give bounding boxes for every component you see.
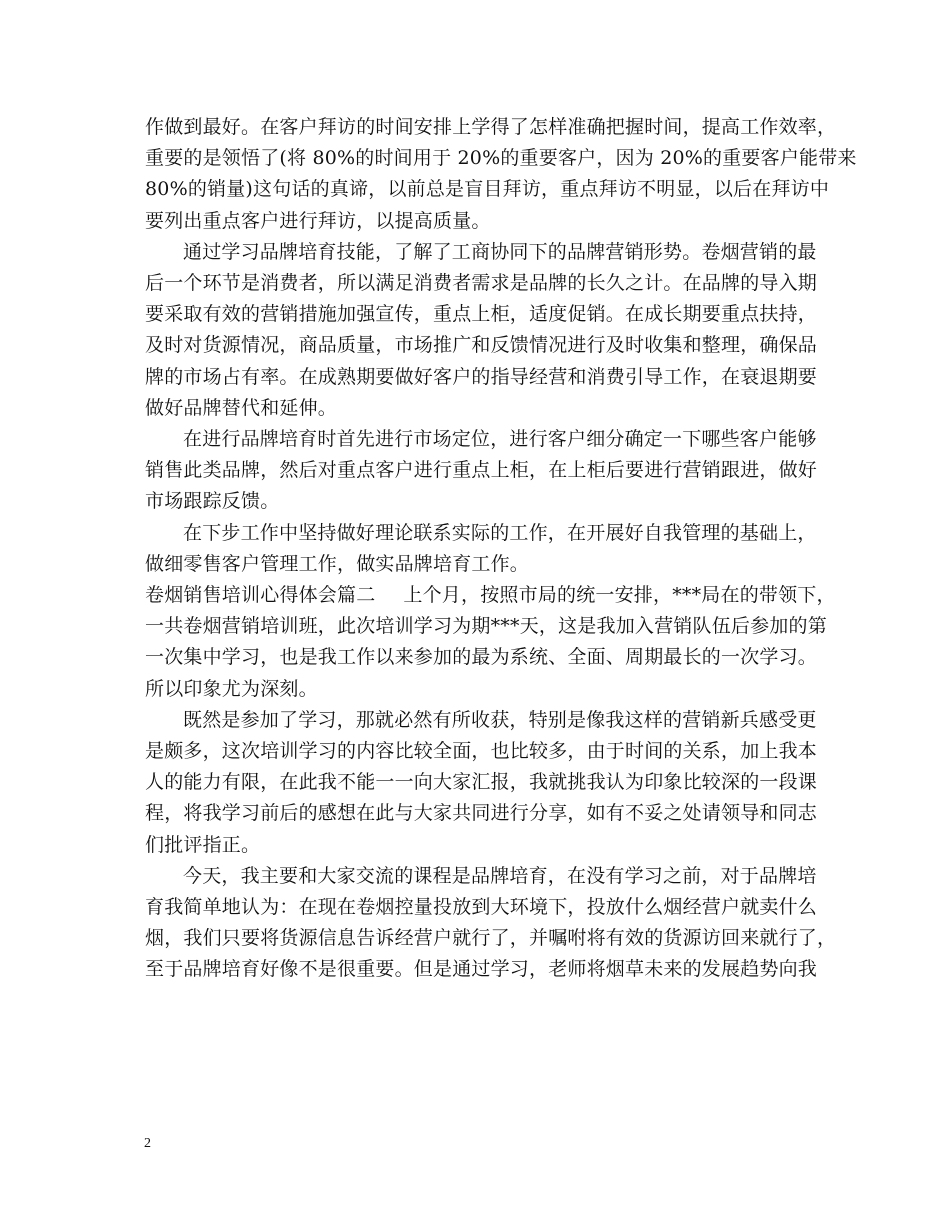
text-line: 牌的市场占有率。在成熟期要做好客户的指导经营和消费引导工作，在衰退期要 xyxy=(145,365,818,388)
text-line: 人的能力有限，在此我不能一一向大家汇报，我就挑我认为印象比较深的一段课 xyxy=(145,771,818,794)
text-line: 及时对货源情况，商品质量，市场推广和反馈情况进行及时收集和整理，确保品 xyxy=(145,334,818,357)
text-line: 一共卷烟营销培训班，此次培训学习为期***天，这是我加入营销队伍后参加的第 xyxy=(145,615,827,638)
text-line: 销售此类品牌，然后对重点客户进行重点上柜，在上柜后要进行营销跟进，做好 xyxy=(145,459,818,482)
paragraph xyxy=(145,424,835,518)
text-line: 烟，我们只要将货源信息告诉经营户就行了，并嘱咐将有效的货源访回来就行了， xyxy=(145,927,837,950)
text-line: 要采取有效的营销措施加强宣传，重点上柜，适度促销。在成长期要重点扶持， xyxy=(145,303,818,326)
document-body xyxy=(145,112,857,986)
section-heading: 卷烟销售培训心得体会篇二 xyxy=(145,584,376,607)
text-line: 在进行品牌培育时首先进行市场定位，进行客户细分确定一下哪些客户能够 xyxy=(183,428,817,451)
text-line: 后一个环节是消费者，所以满足消费者需求是品牌的长久之计。在品牌的导入期 xyxy=(145,272,818,295)
paragraph xyxy=(145,112,857,237)
text-line: 重要的是领悟了(将 80%的时间用于 20%的重要客户，因为 20%的重要客户能带来 xyxy=(145,147,857,170)
page-number: 2 xyxy=(144,1136,151,1151)
text-line: 在下步工作中坚持做好理论联系实际的工作，在开展好自我管理的基础上， xyxy=(183,521,817,544)
text-line: 程，将我学习前后的感想在此与大家共同进行分享，如有不妥之处请领导和同志 xyxy=(145,802,818,825)
text-line: 80%的销量)这句话的真谛，以前总是盲目拜访，重点拜访不明显，以后在拜访中 xyxy=(145,178,830,201)
text-line: 做细零售客户管理工作，做实品牌培育工作。 xyxy=(145,552,530,575)
paragraph xyxy=(145,518,835,580)
text-fragment: 上个月，按照市局的统一安排，***局在的带领下， xyxy=(403,584,836,607)
paragraph xyxy=(145,705,835,861)
text-line: 做好品牌替代和延伸。 xyxy=(145,396,338,419)
paragraph xyxy=(145,580,835,705)
paragraph xyxy=(145,237,835,424)
text-line: 今天，我主要和大家交流的课程是品牌培育，在没有学习之前，对于品牌培 xyxy=(183,864,817,887)
text-line: 一次集中学习，也是我工作以来参加的最为系统、全面、周期最长的一次学习。 xyxy=(145,646,818,669)
paragraph xyxy=(145,861,835,986)
text-line: 是颇多，这次培训学习的内容比较全面，也比较多，由于时间的关系，加上我本 xyxy=(145,740,818,763)
text-line: 作做到最好。在客户拜访的时间安排上学得了怎样准确把握时间，提高工作效率， xyxy=(145,116,837,138)
text-line: 通过学习品牌培育技能，了解了工商协同下的品牌营销形势。卷烟营销的最 xyxy=(183,240,817,263)
text-line: 既然是参加了学习，那就必然有所收获，特别是像我这样的营销新兵感受更 xyxy=(183,708,817,731)
heading-line xyxy=(145,580,835,611)
text-line: 市场跟踪反馈。 xyxy=(145,490,280,513)
text-line: 们批评指正。 xyxy=(145,833,261,856)
text-line: 育我简单地认为：在现在卷烟控量投放到大环境下，投放什么烟经营户就卖什么 xyxy=(145,896,818,919)
text-line: 要列出重点客户进行拜访，以提高质量。 xyxy=(145,209,491,232)
text-line: 所以印象尤为深刻。 xyxy=(145,677,318,700)
text-line: 至于品牌培育好像不是很重要。但是通过学习，老师将烟草未来的发展趋势向我 xyxy=(145,958,818,981)
